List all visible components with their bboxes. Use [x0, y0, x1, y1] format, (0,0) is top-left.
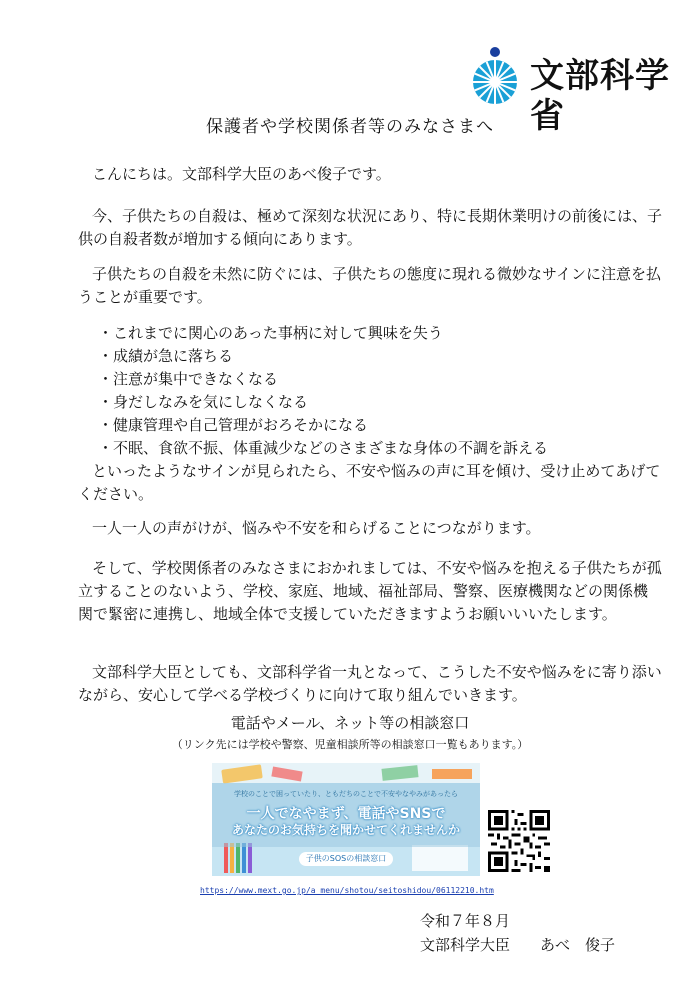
banner-headline: 一人でなやまず、電話やSNSで [246, 806, 446, 822]
consult-link[interactable]: https://www.mext.go.jp/a_menu/shotou/seitoshidou/06112210.htm [200, 886, 494, 895]
banner-caption: 学校のことで困っていたり、ともだちのことで不安やなやみがあったら [234, 790, 458, 798]
greeting-paragraph: こんにちは。文部科学大臣のあべ俊子です。 [92, 165, 391, 183]
list-item: ・不眠、食欲不振、体重減少などのさまざまな身体の不調を訴える [98, 439, 549, 457]
paragraph-signs: 子供たちの自殺を未然に防ぐには、子供たちの態度に現れる微妙なサインに注意を払うことが重要です。 [78, 265, 661, 306]
paragraph-after-bullets: といったようなサインが見られたら、不安や悩みの声に耳を傾け、受け止めてあげてください。 [78, 462, 661, 503]
sign-list [92, 322, 652, 460]
paragraph-minister: 文部科学大臣としても、文部科学省一丸となって、こうした不安や悩みをに寄り添いながら、安心して学べる学校づくりに向けて取り組んでいきます。 [78, 663, 662, 704]
paragraph-school: そして、学校関係者のみなさまにおかれましては、不安や悩みを抱える子供たちが孤立することのないよう、学校、家庭、地域、福祉部局、警察、医療機関などの関係機関で緊密に連携し、地域全体で支援していただきますようお願いいいたします。 [78, 559, 662, 623]
signature-text: 文部科学大臣 あべ 俊子 [420, 936, 616, 954]
paragraph-voice: 一人一人の声がけが、悩みや不安を和らげることにつながります。 [92, 519, 541, 537]
list-item: ・健康管理や自己管理がおろそかになる [98, 416, 369, 434]
list-item: ・成績が急に落ちる [98, 347, 234, 365]
sos-banner[interactable] [212, 763, 480, 876]
page-title: 保護者や学校関係者等のみなさまへ [206, 117, 494, 137]
paragraph-situation: 今、子供たちの自殺は、極めて深刻な状況にあり、特に長期休業明けの前後には、子供の自殺者数が増加する傾向にあります。 [78, 207, 663, 248]
logo-text: 文部科学省 [530, 56, 670, 136]
list-item: ・身だしなみを気にしなくなる [98, 393, 309, 411]
consult-subtitle: （リンク先には学校や警察、児童相談所等の相談窓口一覧もあります。） [171, 738, 529, 751]
consult-title: 電話やメール、ネット等の相談窓口 [230, 714, 470, 732]
list-item: ・注意が集中できなくなる [98, 370, 279, 388]
banner-subheadline: あなたのお気持ちを聞かせてくれませんか [231, 823, 460, 837]
list-item: ・これまでに関心のあった事柄に対して興味を失う [98, 324, 443, 342]
date-text: 令和７年８月 [420, 912, 511, 930]
banner-badge: 子供のSOSの相談窓口 [299, 852, 393, 866]
qr-code-icon[interactable] [488, 810, 550, 872]
